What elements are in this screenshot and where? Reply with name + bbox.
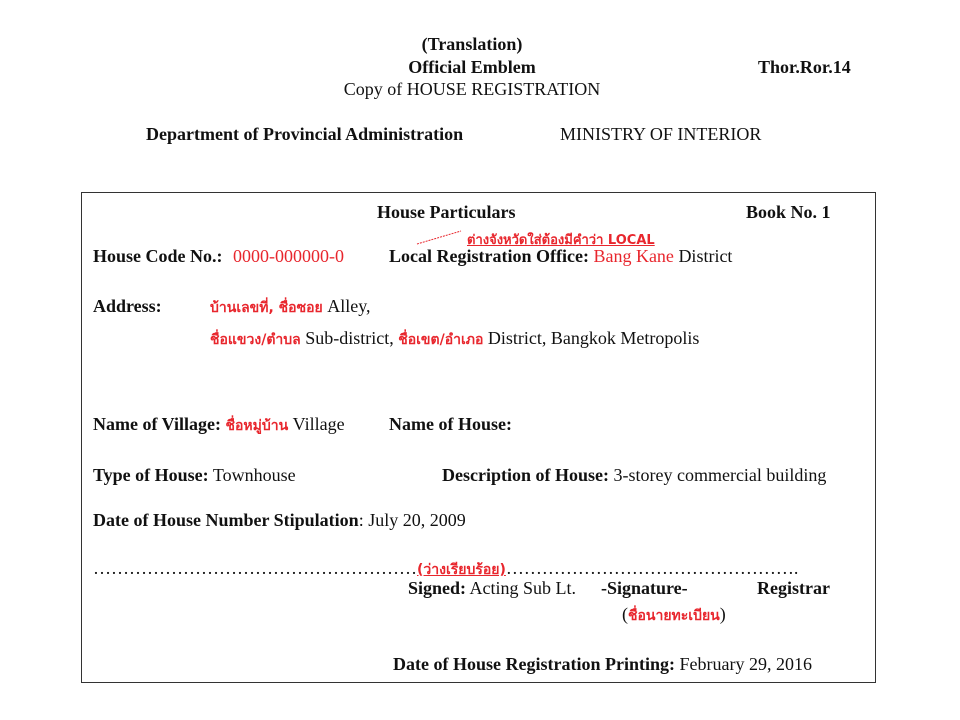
registrar-title: Registrar (757, 578, 830, 598)
description-row (442, 465, 826, 486)
registrar-name-open: ( (622, 604, 628, 624)
house-type-value: Townhouse (212, 465, 296, 485)
signed-label: Signed: (408, 578, 467, 598)
district-suffix: District, Bangkok Metropolis (487, 328, 700, 348)
alley-suffix: Alley, (327, 296, 371, 316)
copy-title: Copy of HOUSE REGISTRATION (343, 79, 601, 99)
office-row (389, 246, 732, 267)
book-number: Book No. 1 (746, 202, 831, 222)
stipulation-label: Date of House Number Stipulation (93, 510, 359, 530)
house-code-label: House Code No.: (93, 246, 223, 266)
house-number-alley-thai: บ้านเลขที่, ชื่อซอย (210, 300, 323, 316)
office-label: Local Registration Office: (389, 246, 589, 266)
empty-note: (ว่างเรียบร้อย) (417, 562, 506, 578)
village-label: Name of Village: (93, 414, 221, 434)
village-row (93, 414, 345, 437)
printing-date-value: February 29, 2016 (679, 654, 812, 674)
signature-placeholder: -Signature- (601, 578, 688, 598)
signed-value: Acting Sub Lt. (469, 578, 577, 598)
registrar-name-close: ) (719, 604, 726, 624)
house-type-row (93, 465, 296, 486)
registrar-name-thai: ชื่อนายทะเบียน (628, 608, 720, 624)
ministry-name: MINISTRY OF INTERIOR (560, 124, 762, 144)
form-code: Thor.Ror.14 (758, 57, 851, 77)
dots-left: ……………………………………………… (93, 558, 417, 578)
subdistrict-suffix: Sub-district, (305, 328, 394, 348)
stipulation-value: : July 20, 2009 (358, 510, 466, 530)
stipulation-row (93, 510, 466, 531)
section-title: House Particulars (377, 202, 516, 222)
printing-date-label: Date of House Registration Printing: (393, 654, 675, 674)
address-line-1 (210, 296, 371, 319)
description-value: 3-storey commercial building (613, 465, 827, 485)
subdistrict-thai: ชื่อแขวง/ตำบล (210, 332, 301, 348)
official-emblem-label: Official Emblem (408, 57, 536, 77)
office-suffix: District (678, 246, 733, 266)
description-label: Description of House: (442, 465, 609, 485)
address-label: Address: (93, 296, 162, 316)
village-thai: ชื่อหมู่บ้าน (225, 418, 289, 434)
house-name-label: Name of House: (389, 414, 512, 434)
house-code-row (93, 246, 344, 267)
printing-date-row (393, 654, 812, 675)
translation-label: (Translation) (421, 34, 523, 54)
annotation-arrow-icon (415, 228, 465, 248)
house-type-label: Type of House: (93, 465, 209, 485)
district-thai: ชื่อเขต/อำเภอ (398, 332, 484, 348)
department-name: Department of Provincial Administration (146, 124, 464, 144)
house-code-value: 0000-000000-0 (233, 246, 344, 266)
local-note: ต่างจังหวัดใส่ต้องมีคำว่า LOCAL (467, 233, 655, 248)
office-value: Bang Kane (593, 246, 674, 266)
address-line-2 (210, 328, 699, 351)
registrar-name-row (622, 604, 726, 627)
dots-right: …………………………………………. (505, 558, 799, 578)
village-suffix: Village (292, 414, 345, 434)
signed-row (408, 578, 576, 599)
